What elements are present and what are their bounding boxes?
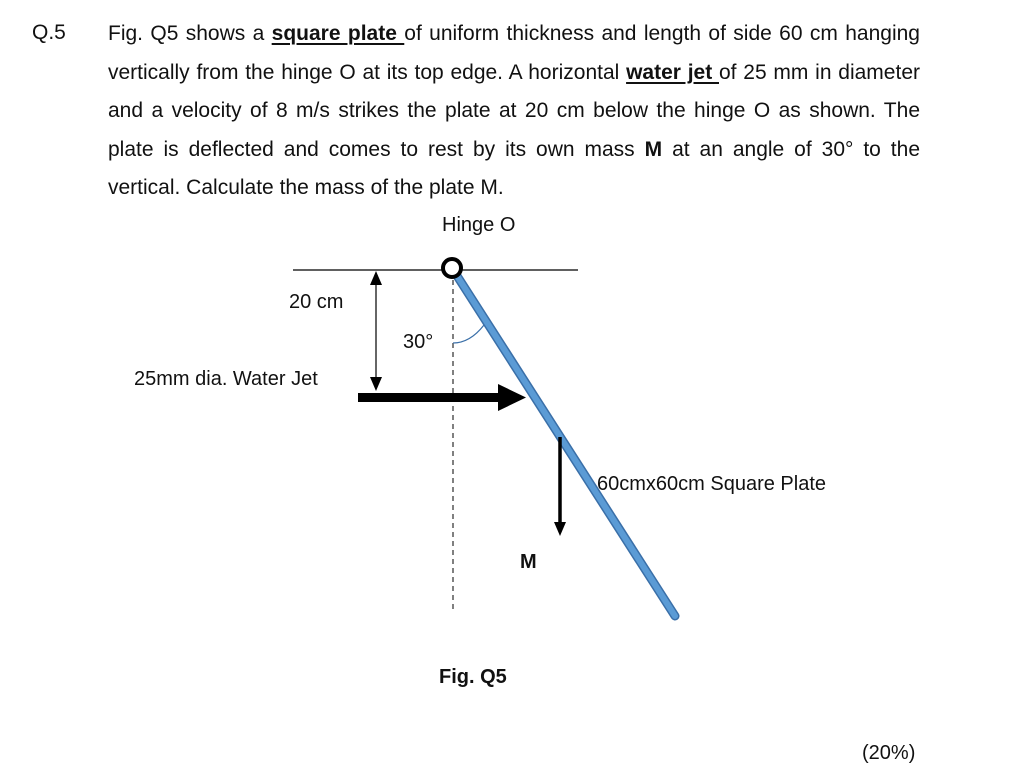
angle-arc [453, 325, 484, 343]
text-part-4: at an angle of 30° to the vertical. Calculate the mass of the plate M. [108, 137, 920, 199]
hinge-label: Hinge O [442, 214, 516, 236]
weight-arrowhead [554, 522, 566, 536]
square-plate [452, 268, 675, 616]
water-jet-arrowhead [498, 384, 526, 411]
text-part-3: of 25 mm in diameter and a velocity of 8 m/s strikes the plate at 20 cm below the hinge O as shown. The plate is deflected and comes to rest by its own mass [108, 60, 920, 161]
water-jet-arrow-shaft [358, 393, 500, 402]
text-part-1: Fig. Q5 shows a [108, 22, 272, 45]
emphasis-mass: M [644, 137, 663, 161]
plate-label: 60cmx60cm Square Plate [597, 473, 827, 495]
question-number: Q.5 [32, 21, 66, 44]
angle-label: 30° [403, 331, 434, 353]
figure-caption: Fig. Q5 [439, 666, 507, 688]
water-jet-label: 25mm dia. Water Jet [134, 368, 318, 390]
distance-arrowhead-top [370, 271, 382, 285]
distance-arrowhead-bottom [370, 377, 382, 391]
emphasis-water-jet: water jet [626, 60, 719, 84]
text-part-2: of uniform thickness and length of side 60 cm hanging vertically from the hinge O at its top edge. A horizontal [108, 22, 920, 84]
emphasis-square-plate: square plate [271, 22, 405, 45]
distance-label: 20 cm [289, 291, 344, 313]
marks-label: (20%) [862, 742, 916, 764]
mass-label: M [520, 551, 537, 573]
hinge-icon [443, 259, 461, 277]
